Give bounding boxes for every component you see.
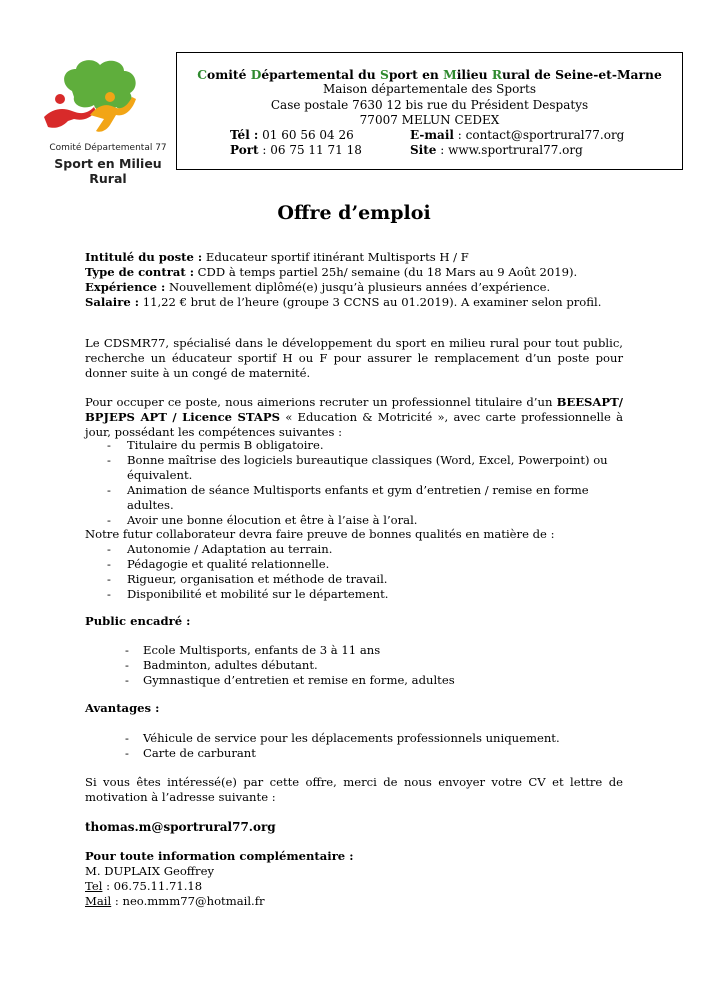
field-experience xyxy=(85,280,623,295)
email-value[interactable]: : contact@sportrural77.org xyxy=(453,128,625,143)
list-item: - Gymnastique d’entretien et remise en forme, adultes xyxy=(125,673,455,687)
title-initial: M xyxy=(443,67,457,82)
list-item: - Animation de séance Multisports enfants et gym d’entretien / remise en forme adultes. xyxy=(107,483,589,512)
list-item: - Rigueur, organisation et méthode de travail. xyxy=(107,572,388,586)
port-label: Port xyxy=(230,143,259,158)
info-tel-label: Tel xyxy=(85,879,103,893)
requirements-paragraph xyxy=(85,395,623,440)
list-item: - Bonne maîtrise des logiciels bureautique classiques (Word, Excel, Powerpoint) ou équivalent. xyxy=(107,453,608,482)
info-title-text: Pour toute information complémentaire : xyxy=(85,849,354,863)
port-value: : 06 75 11 71 18 xyxy=(258,143,362,158)
list-item-text: Avoir une bonne élocution et être à l’aise à l’oral. xyxy=(127,513,418,527)
title-initial: D xyxy=(250,67,262,82)
avantages-title xyxy=(85,701,623,716)
field-poste xyxy=(85,250,623,265)
list-item: - Avoir une bonne élocution et être à l’aise à l’oral. xyxy=(107,513,418,527)
list-item-text: Rigueur, organisation et méthode de travail. xyxy=(127,572,388,586)
requirements-text-1: Pour occuper ce poste, nous aimerions recruter un professionnel titulaire d’un xyxy=(85,395,557,409)
info-mail-label: Mail xyxy=(85,894,112,908)
logo-tree-canopy xyxy=(64,60,136,112)
list-item-text: Titulaire du permis B obligatoire. xyxy=(127,438,324,452)
info-tel-value: : 06.75.11.71.18 xyxy=(102,879,203,893)
field-poste-value: Educateur sportif itinérant Multisports H / F xyxy=(202,250,469,264)
tel-label: Tél : xyxy=(230,128,259,143)
apply-paragraph: Si vous êtes intéressé(e) par cette offre, merci de nous envoyer votre CV et lettre de motivation à l’adresse suivante : xyxy=(85,775,623,804)
letterhead-box xyxy=(176,52,683,170)
list-item: - Ecole Multisports, enfants de 3 à 11 ans xyxy=(125,643,381,657)
list-item-text: Carte de carburant xyxy=(143,746,256,760)
site-label: Site xyxy=(410,143,437,158)
field-experience-label: Expérience : xyxy=(85,280,166,294)
letterhead-contact-row-1 xyxy=(177,128,682,143)
letterhead-line2: Maison départementale des Sports xyxy=(322,82,537,97)
list-item-text: Pédagogie et qualité relationnelle. xyxy=(127,557,330,571)
list-item-text: Badminton, adultes débutant. xyxy=(143,658,318,672)
title-fragment: ilieu xyxy=(456,67,492,82)
public-title xyxy=(85,614,623,629)
organization-logo xyxy=(32,55,172,186)
field-poste-label: Intitulé du poste : xyxy=(85,250,203,264)
field-experience-value: Nouvellement diplômé(e) jusqu’à plusieurs années d’expérience. xyxy=(165,280,551,294)
list-item-text: Disponibilité et mobilité sur le département. xyxy=(127,587,389,601)
qualities-list xyxy=(85,542,623,602)
info-title xyxy=(85,849,623,864)
field-salaire xyxy=(85,295,623,310)
tel-value: 01 60 56 04 26 xyxy=(258,128,354,143)
letterhead-line3: Case postale 7630 12 bis rue du Président Despatys xyxy=(270,97,589,112)
requirements-text-2: « Education & Motricité », avec carte professionnelle à jour, possédant les compétences suivantes : xyxy=(85,410,623,439)
logo-head-red xyxy=(55,94,65,104)
apply-email[interactable]: thomas.m@sportrural77.org xyxy=(85,820,276,834)
logo-figure-red xyxy=(44,107,96,128)
email-label: E-mail xyxy=(410,128,454,143)
avantages-title-text: Avantages : xyxy=(85,701,160,715)
logo-caption-large: Sport en Milieu Rural xyxy=(54,156,162,186)
list-item-text: Ecole Multisports, enfants de 3 à 11 ans xyxy=(143,643,381,657)
requirements-diplomas: BEESAPT/ BPJEPS APT / Licence STAPS xyxy=(85,395,623,424)
job-fields xyxy=(85,250,623,310)
letterhead-contact-row-2 xyxy=(177,143,682,158)
letterhead-title xyxy=(177,67,682,82)
field-salaire-label: Salaire : xyxy=(85,295,140,309)
intro-paragraph: Le CDSMR77, spécialisé dans le développement du sport en milieu rural pour tout public, recherche un éducateur sportif H ou F pour assurer le remplacement d’un poste pour donner suite à un congé de maternité. xyxy=(85,336,623,380)
public-list xyxy=(85,643,623,688)
info-name: M. DUPLAIX Geoffrey xyxy=(85,864,214,878)
page-title: Offre d’emploi xyxy=(277,202,431,224)
logo-graphic xyxy=(32,55,172,155)
list-item: - Disponibilité et mobilité sur le département. xyxy=(107,587,389,601)
list-item: - Autonomie / Adaptation au terrain. xyxy=(107,542,333,556)
list-item: - Badminton, adultes débutant. xyxy=(125,658,318,672)
info-tel xyxy=(85,879,623,894)
logo-caption-small: Comité Départemental 77 xyxy=(49,143,167,153)
title-fragment: port en xyxy=(388,67,444,82)
title-initial: R xyxy=(491,67,503,82)
qualities-intro: Notre futur collaborateur devra faire preuve de bonnes qualités en matière de : xyxy=(85,527,555,541)
list-item-text: Véhicule de service pour les déplacements professionnels uniquement. xyxy=(143,731,560,745)
title-fragment: épartemental du xyxy=(261,67,380,82)
field-contrat xyxy=(85,265,623,280)
field-contrat-label: Type de contrat : xyxy=(85,265,194,279)
logo-head-orange xyxy=(105,92,115,102)
list-item: - Titulaire du permis B obligatoire. xyxy=(107,438,324,452)
competences-list xyxy=(85,438,623,528)
public-title-text: Public encadré : xyxy=(85,614,191,628)
list-item-text: Bonne maîtrise des logiciels bureautique classiques (Word, Excel, Powerpoint) ou équivalent. xyxy=(127,453,608,482)
site-value[interactable]: : www.sportrural77.org xyxy=(436,143,583,158)
info-mail-value[interactable]: : neo.mmm77@hotmail.fr xyxy=(111,894,265,908)
field-salaire-value: 11,22 € brut de l’heure (groupe 3 CCNS au 01.2019). A examiner selon profil. xyxy=(139,295,602,309)
title-fragment: ural de Seine-et-Marne xyxy=(502,67,662,82)
list-item-text: Autonomie / Adaptation au terrain. xyxy=(127,542,333,556)
avantages-list xyxy=(85,731,623,761)
list-item: - Véhicule de service pour les déplacements professionnels uniquement. xyxy=(125,731,560,745)
info-mail xyxy=(85,894,623,909)
field-contrat-value: CDD à temps partiel 25h/ semaine (du 18 Mars au 9 Août 2019). xyxy=(194,265,578,279)
list-item-text: Animation de séance Multisports enfants et gym d’entretien / remise en forme adultes. xyxy=(127,483,589,512)
list-item-text: Gymnastique d’entretien et remise en forme, adultes xyxy=(143,673,455,687)
title-initial: C xyxy=(197,67,208,82)
letterhead-line4: 77007 MELUN CEDEX xyxy=(359,112,500,127)
list-item: - Pédagogie et qualité relationnelle. xyxy=(107,557,330,571)
title-initial: S xyxy=(379,67,389,82)
list-item: - Carte de carburant xyxy=(125,746,256,760)
title-fragment: omité xyxy=(207,67,251,82)
